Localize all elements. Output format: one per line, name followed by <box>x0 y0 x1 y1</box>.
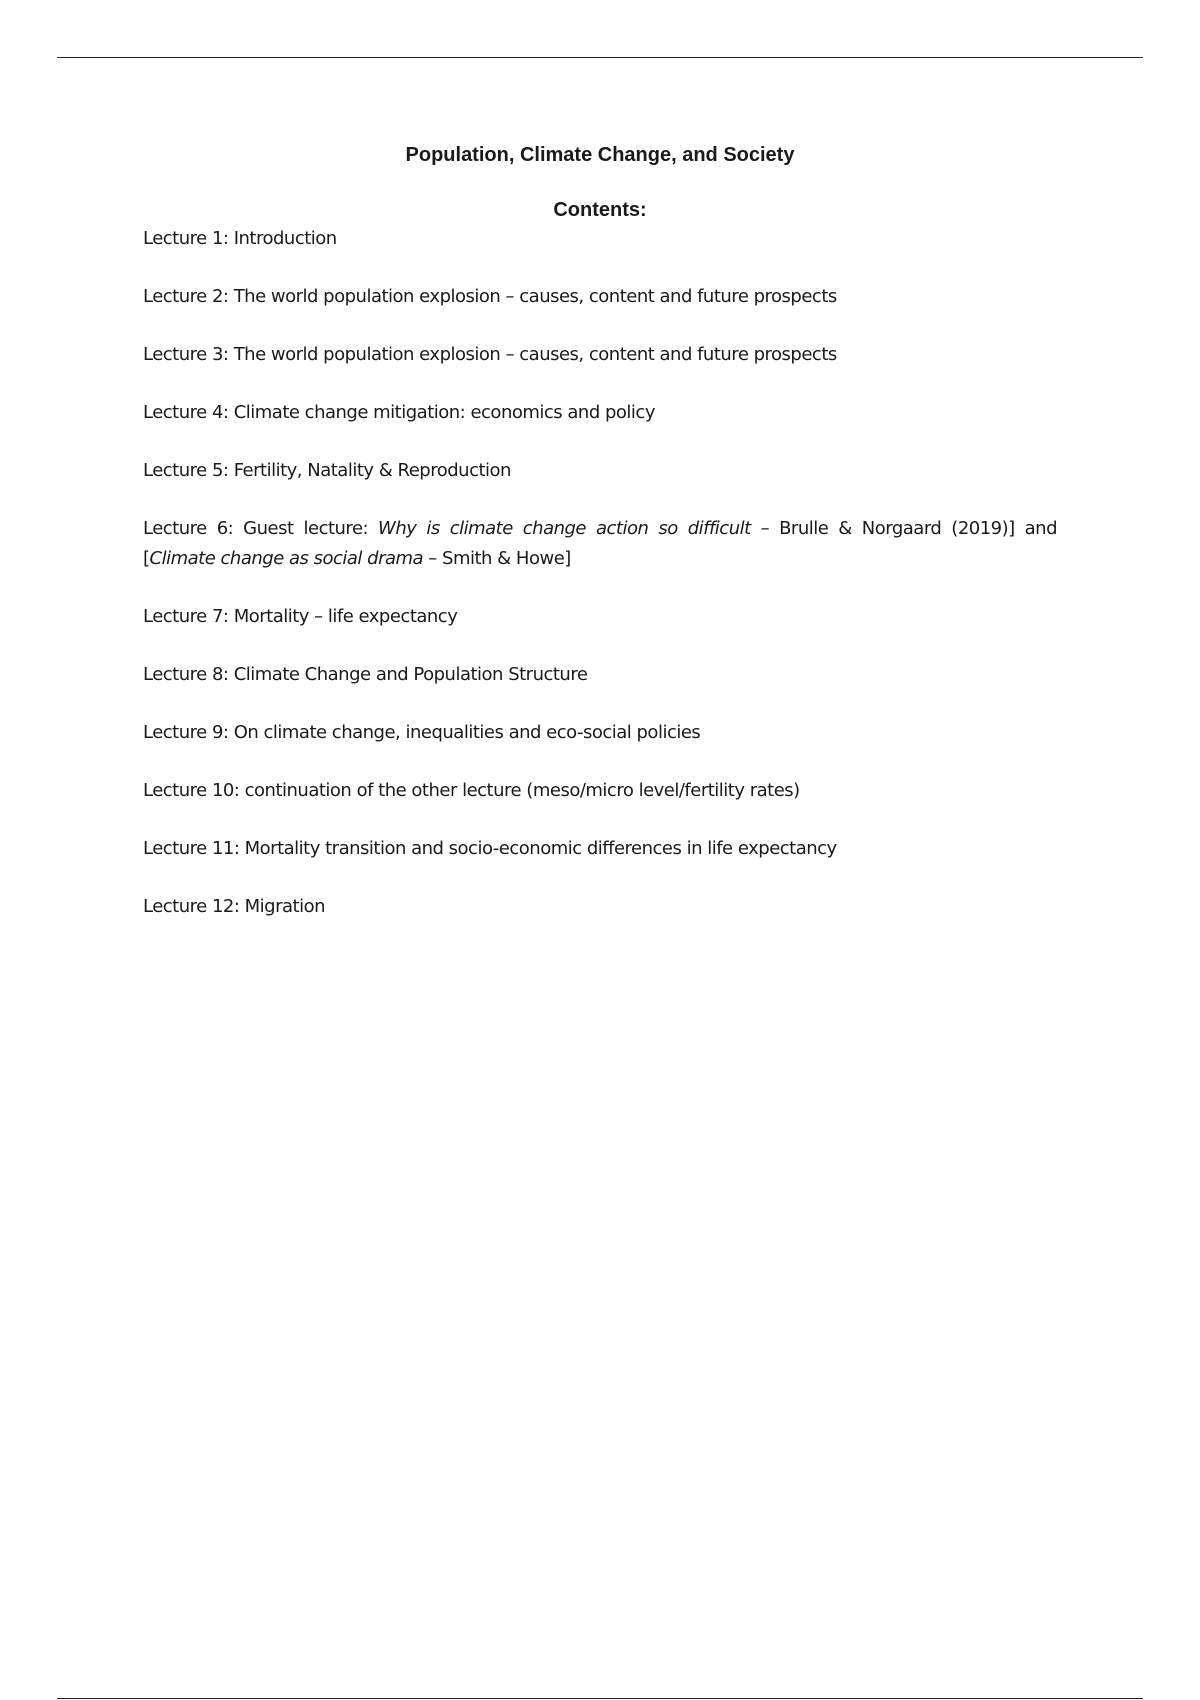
toc-item-lecture-12: Lecture 12: Migration <box>143 896 326 917</box>
toc-item-lecture-2: Lecture 2: The world population explosion – causes, content and future prospects <box>143 286 837 307</box>
toc-item-lecture-1: Lecture 1: Introduction <box>143 228 337 249</box>
table-of-contents <box>143 224 1057 950</box>
lecture-6-title-1: Why is climate change action so difficult <box>378 518 751 539</box>
toc-item-lecture-5: Lecture 5: Fertility, Natality & Reproduction <box>143 460 511 481</box>
lecture-6-middle: – Brulle & Norgaard (2019)] and [ <box>143 518 1057 569</box>
top-divider <box>57 57 1143 58</box>
contents-heading: Contents: <box>553 199 647 221</box>
bottom-divider <box>57 1698 1143 1699</box>
lecture-6-suffix: – Smith & Howe] <box>423 548 571 569</box>
toc-item-lecture-4: Lecture 4: Climate change mitigation: economics and policy <box>143 402 655 423</box>
toc-item-lecture-8: Lecture 8: Climate Change and Population Structure <box>143 664 588 685</box>
lecture-6-title-2: Climate change as social drama <box>149 548 424 569</box>
toc-item-lecture-3: Lecture 3: The world population explosion – causes, content and future prospects <box>143 344 837 365</box>
toc-item-lecture-7: Lecture 7: Mortality – life expectancy <box>143 606 458 627</box>
toc-item-lecture-10: Lecture 10: continuation of the other lecture (meso/micro level/fertility rates) <box>143 780 800 801</box>
toc-item-lecture-6 <box>143 514 1057 574</box>
toc-item-lecture-11: Lecture 11: Mortality transition and socio-economic differences in life expectancy <box>143 838 837 859</box>
document-title: Population, Climate Change, and Society <box>405 144 795 166</box>
lecture-6-prefix: Lecture 6: Guest lecture: <box>143 518 379 539</box>
toc-item-lecture-9: Lecture 9: On climate change, inequalities and eco-social policies <box>143 722 701 743</box>
